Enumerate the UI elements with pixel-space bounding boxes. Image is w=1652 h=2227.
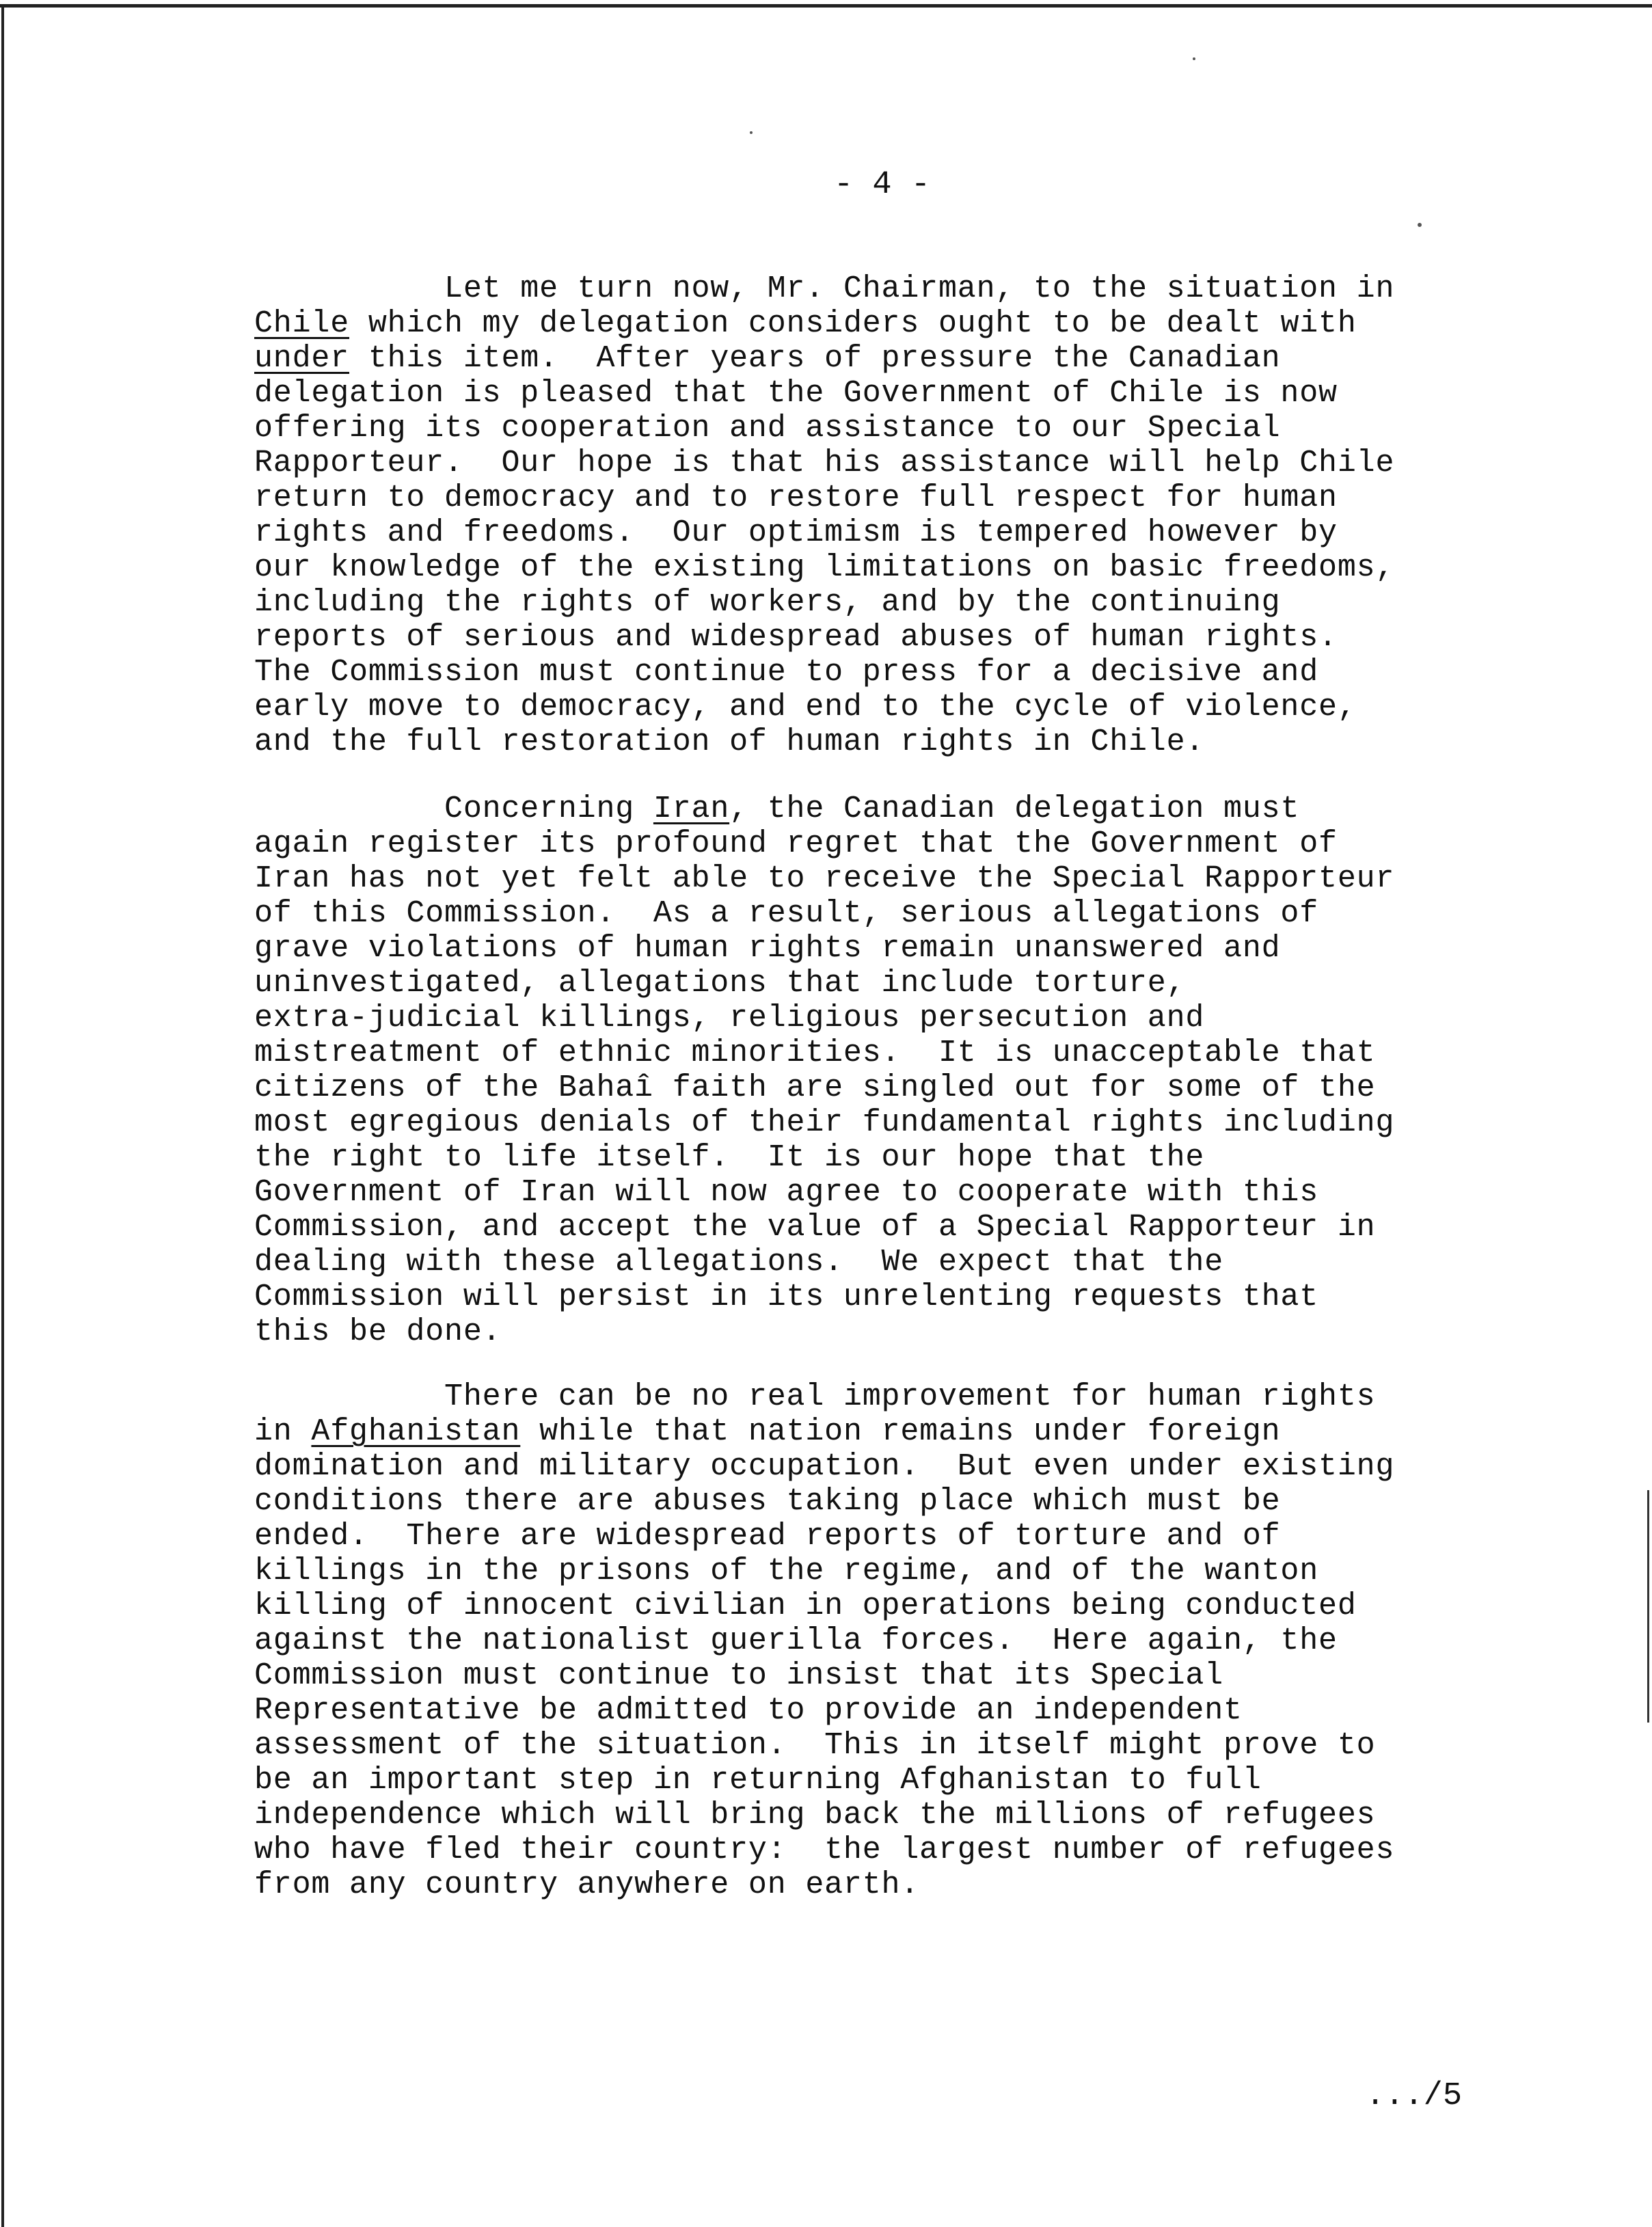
text-line <box>254 1484 1394 1519</box>
text-run: Government of Iran will now agree to cooperate with this <box>254 1175 1319 1210</box>
underlined-country-name: under <box>254 341 350 376</box>
scan-speck <box>1418 223 1422 227</box>
text-run: the right to life itself. It is our hope that the <box>254 1140 1205 1175</box>
text-run: be an important step in returning Afghanistan to full <box>254 1763 1262 1798</box>
text-run: , the Canadian delegation must <box>729 792 1300 826</box>
text-run: conditions there are abuses taking place which must be <box>254 1484 1281 1519</box>
text-line <box>254 1175 1394 1210</box>
text-line <box>254 1314 1394 1349</box>
text-run: uninvestigated, allegations that include torture, <box>254 966 1186 1001</box>
text-run: rights and freedoms. Our optimism is tempered however by <box>254 515 1338 550</box>
paragraph-afghanistan <box>254 1379 1394 1902</box>
text-run: of this Commission. As a result, serious allegations of <box>254 896 1319 931</box>
text-run: who have fled their country: the largest number of refugees <box>254 1833 1395 1867</box>
text-run: Commission must continue to insist that its Special <box>254 1658 1224 1693</box>
underlined-country-name: Iran <box>653 792 730 826</box>
paragraph-iran <box>254 792 1394 1349</box>
text-line <box>254 826 1394 861</box>
text-run: Commission will persist in its unrelenting requests that <box>254 1280 1319 1314</box>
text-line <box>254 1414 1394 1449</box>
text-line <box>254 1693 1394 1728</box>
text-line <box>254 585 1394 620</box>
text-line <box>254 725 1394 759</box>
text-line <box>254 1623 1394 1658</box>
scan-speck <box>1193 57 1195 60</box>
page-edge-right <box>1647 1490 1649 1723</box>
text-run: assessment of the situation. This in itself might prove to <box>254 1728 1376 1763</box>
text-run: this be done. <box>254 1314 502 1349</box>
text-run: reports of serious and widespread abuses of human rights. <box>254 620 1338 655</box>
text-run: Rapporteur. Our hope is that his assistance will help Chile <box>254 446 1395 481</box>
text-line <box>254 1763 1394 1798</box>
text-line <box>254 792 1394 826</box>
text-run: most egregious denials of their fundamental rights including <box>254 1105 1395 1140</box>
text-line <box>254 896 1394 931</box>
text-run: citizens of the Bahaî faith are singled out for some of the <box>254 1070 1376 1105</box>
text-run: Representative be admitted to provide an independent <box>254 1693 1243 1728</box>
text-run: delegation is pleased that the Government of Chile is now <box>254 376 1338 411</box>
text-line <box>254 1210 1394 1245</box>
text-run: from any country anywhere on earth. <box>254 1867 920 1902</box>
text-run: dealing with these allegations. We expect that the <box>254 1245 1224 1280</box>
text-run: grave violations of human rights remain unanswered and <box>254 931 1281 966</box>
text-line <box>254 861 1394 896</box>
text-line <box>254 1036 1394 1070</box>
text-run: The Commission must continue to press for a decisive and <box>254 655 1319 690</box>
text-line <box>254 446 1394 481</box>
text-line <box>254 1449 1394 1484</box>
text-run: Concerning <box>444 792 653 826</box>
page-edge-top <box>0 4 1652 8</box>
text-line <box>254 1519 1394 1554</box>
page-number: - 4 - <box>834 167 931 203</box>
text-line <box>254 550 1394 585</box>
text-run: while that nation remains under foreign <box>520 1414 1281 1449</box>
line-indent <box>254 271 444 306</box>
text-line <box>254 1554 1394 1589</box>
line-indent <box>254 792 444 826</box>
text-run: ended. There are widespread reports of torture and of <box>254 1519 1281 1554</box>
text-line <box>254 515 1394 550</box>
text-line <box>254 966 1394 1001</box>
text-line <box>254 1798 1394 1833</box>
paragraph-chile <box>254 271 1394 759</box>
text-line <box>254 620 1394 655</box>
text-line <box>254 1658 1394 1693</box>
text-line <box>254 481 1394 515</box>
text-run: again register its profound regret that the Government of <box>254 826 1338 861</box>
text-line <box>254 1105 1394 1140</box>
text-run: Iran has not yet felt able to receive the Special Rapporteur <box>254 861 1395 896</box>
text-line <box>254 1245 1394 1280</box>
text-run: domination and military occupation. But even under existing <box>254 1449 1395 1484</box>
text-run: our knowledge of the existing limitations on basic freedoms, <box>254 550 1395 585</box>
text-line <box>254 1001 1394 1036</box>
page-edge-left <box>1 4 4 2227</box>
underlined-country-name: Afghanistan <box>311 1414 521 1449</box>
continued-marker: .../5 <box>1366 2078 1463 2114</box>
text-line <box>254 1379 1394 1414</box>
text-run: independence which will bring back the millions of refugees <box>254 1798 1376 1833</box>
text-run: early move to democracy, and end to the cycle of violence, <box>254 690 1357 725</box>
underlined-country-name: Chile <box>254 306 350 341</box>
text-run: Commission, and accept the value of a Special Rapporteur in <box>254 1210 1376 1245</box>
text-line <box>254 1728 1394 1763</box>
text-run: this item. After years of pressure the Canadian <box>349 341 1281 376</box>
text-line <box>254 1867 1394 1902</box>
text-line <box>254 376 1394 411</box>
text-run: against the nationalist guerilla forces. Here again, the <box>254 1623 1338 1658</box>
text-run: return to democracy and to restore full respect for human <box>254 481 1338 515</box>
text-run: offering its cooperation and assistance to our Special <box>254 411 1281 446</box>
text-run: killings in the prisons of the regime, and of the wanton <box>254 1554 1319 1589</box>
text-run: Let me turn now, Mr. Chairman, to the situation in <box>444 271 1395 306</box>
text-line <box>254 655 1394 690</box>
text-run: mistreatment of ethnic minorities. It is unacceptable that <box>254 1036 1376 1070</box>
text-line <box>254 1833 1394 1867</box>
text-run: which my delegation considers ought to be dealt with <box>349 306 1357 341</box>
scan-speck <box>750 131 753 134</box>
text-run: in <box>254 1414 312 1449</box>
text-line <box>254 341 1394 376</box>
text-line <box>254 411 1394 446</box>
text-line <box>254 306 1394 341</box>
text-line <box>254 1589 1394 1623</box>
text-line <box>254 1280 1394 1314</box>
text-run: including the rights of workers, and by the continuing <box>254 585 1281 620</box>
text-run: and the full restoration of human rights in Chile. <box>254 725 1205 759</box>
text-line <box>254 1070 1394 1105</box>
text-line <box>254 931 1394 966</box>
text-run: extra-judicial killings, religious persecution and <box>254 1001 1205 1036</box>
text-line <box>254 690 1394 725</box>
text-run: killing of innocent civilian in operations being conducted <box>254 1589 1357 1623</box>
line-indent <box>254 1379 444 1414</box>
text-run: There can be no real improvement for human rights <box>444 1379 1376 1414</box>
text-line <box>254 1140 1394 1175</box>
text-line <box>254 271 1394 306</box>
